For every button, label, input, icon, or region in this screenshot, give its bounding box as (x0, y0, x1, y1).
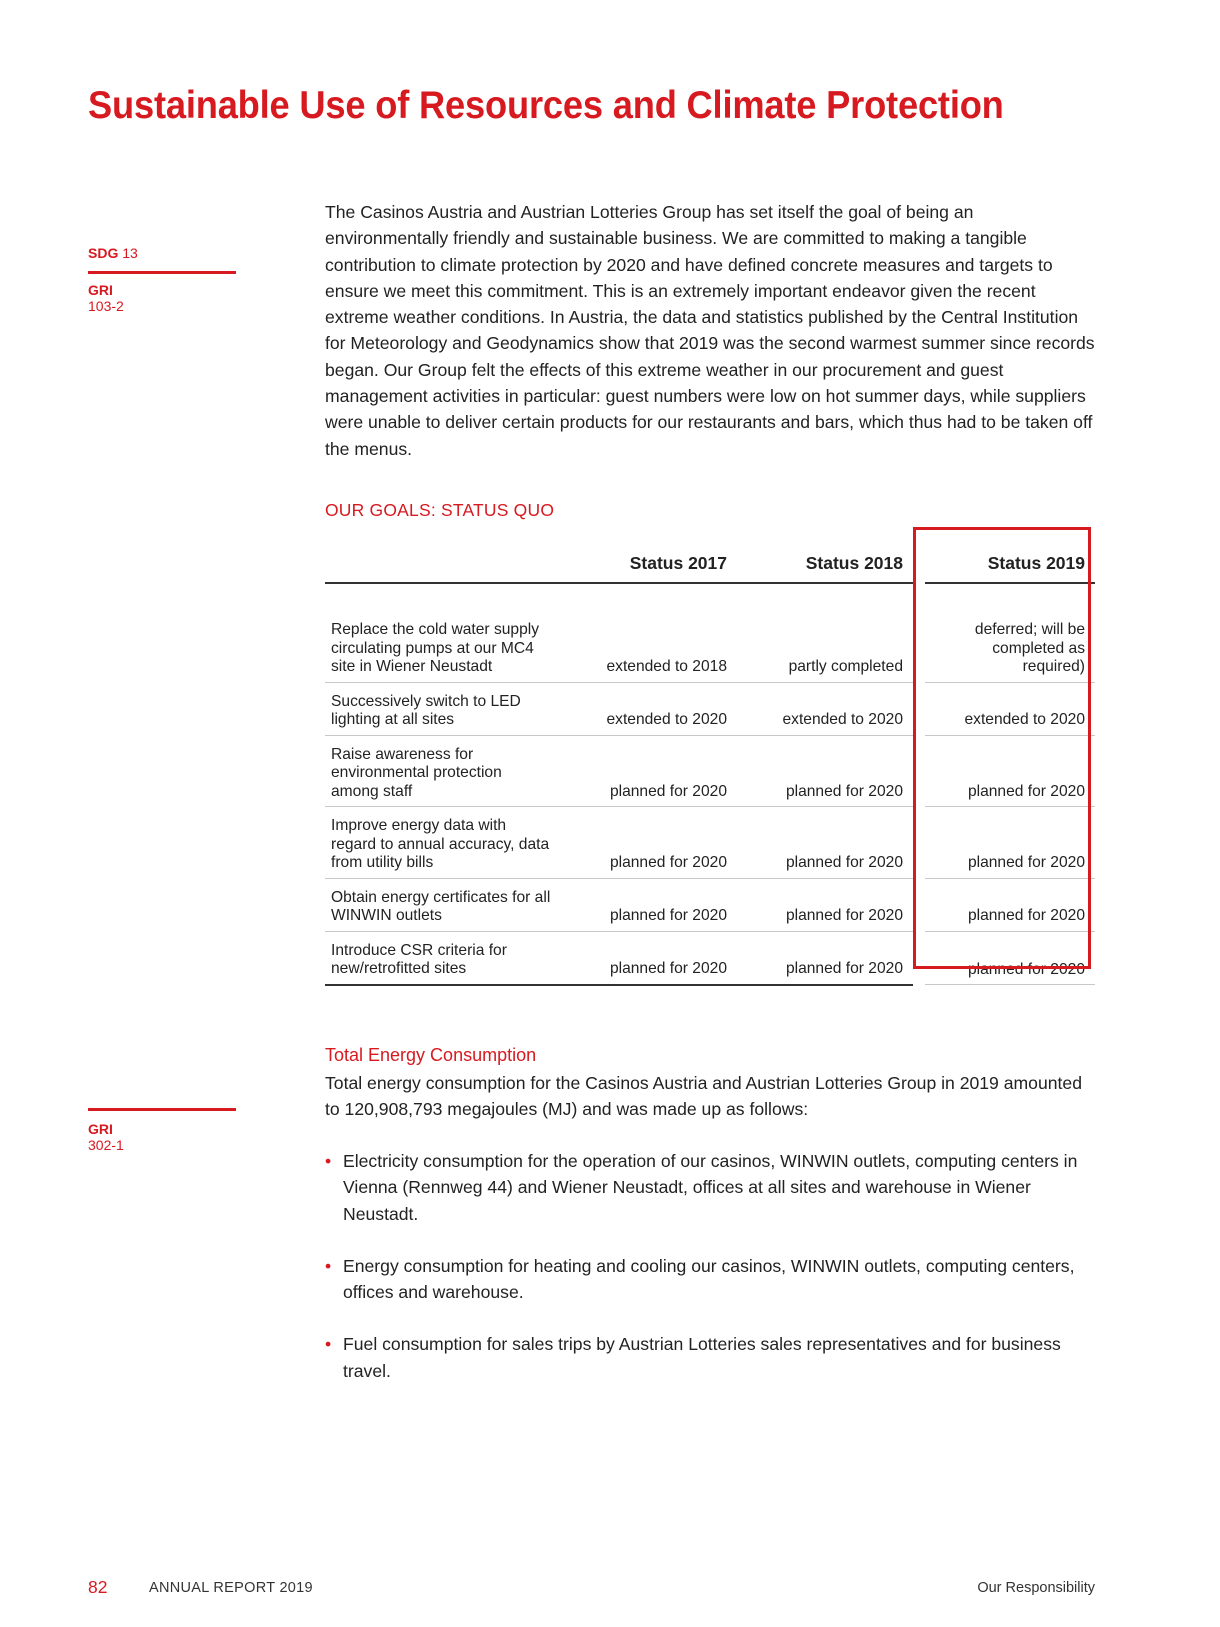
footer-section: Our Responsibility (977, 1580, 1095, 1596)
goal-cell: Successively switch to LED lighting at all sites (325, 682, 561, 735)
footer-report-title: ANNUAL REPORT 2019 (149, 1580, 313, 1596)
goal-cell: Improve energy data with regard to annual accuracy, data from utility bills (325, 807, 561, 879)
status-2018-cell: planned for 2020 (737, 878, 913, 931)
table-row (325, 878, 1095, 931)
header-status-2017: Status 2017 (561, 546, 737, 583)
status-2017-cell: planned for 2020 (561, 931, 737, 985)
bullet-icon: • (325, 1334, 332, 1355)
list-item: • Electricity consumption for the operation of our casinos, WINWIN outlets, computing centers in Vienna (Rennweg 44) and Wiener Neustadt, offices at all sites and warehouse in Wiener Neustadt. (325, 1148, 1095, 1227)
table-row (325, 583, 1095, 682)
gri-value: 103-2 (88, 298, 124, 314)
goal-cell: Replace the cold water supply circulating pumps at our MC4 site in Wiener Neustadt (325, 583, 561, 682)
goal-cell: Raise awareness for environmental protection among staff (325, 735, 561, 807)
sidebar-rule (88, 1108, 236, 1111)
goals-heading: OUR GOALS: STATUS QUO (325, 500, 555, 520)
goal-cell: Introduce CSR criteria for new/retrofitted sites (325, 931, 561, 985)
sidebar-sdg (88, 245, 236, 314)
header-status-2018: Status 2018 (737, 546, 913, 583)
status-2019-cell: planned for 2020 (925, 735, 1095, 807)
gri-value: 302-1 (88, 1137, 124, 1153)
goals-table (325, 546, 1095, 986)
bullet-icon: • (325, 1151, 332, 1171)
energy-bullet-list (325, 1148, 1095, 1410)
status-2017-cell: extended to 2018 (561, 583, 737, 682)
table-row (325, 735, 1095, 807)
table-row (325, 807, 1095, 879)
energy-heading: Total Energy Consumption (325, 1045, 537, 1065)
sdg-label: SDG (88, 245, 119, 261)
page-title: Sustainable Use of Resources and Climate Protection (88, 84, 1004, 127)
status-2019-cell: deferred; will be completed as required) (925, 583, 1095, 682)
energy-paragraph: Total energy consumption for the Casinos Austria and Austrian Lotteries Group in 2019 amounted to 120,908,793 megajoules (MJ) and was made up as follows: (325, 1073, 1082, 1120)
status-2019-cell: extended to 2020 (925, 682, 1095, 735)
bullet-icon: • (325, 1255, 332, 1276)
status-2017-cell: planned for 2020 (561, 735, 737, 807)
table-row (325, 931, 1095, 985)
sdg-value: 13 (122, 245, 138, 261)
status-2017-cell: extended to 2020 (561, 682, 737, 735)
status-2019-cell: planned for 2020 (925, 931, 1095, 985)
status-2018-cell: extended to 2020 (737, 682, 913, 735)
sidebar-gri-302 (88, 1108, 236, 1153)
status-2019-cell: planned for 2020 (925, 807, 1095, 879)
gri-label: GRI (88, 282, 113, 298)
table-row (325, 682, 1095, 735)
page-number: 82 (88, 1577, 108, 1597)
header-status-2019: Status 2019 (925, 546, 1095, 583)
gri-label: GRI (88, 1121, 113, 1137)
status-2018-cell: partly completed (737, 583, 913, 682)
goal-cell: Obtain energy certificates for all WINWIN outlets (325, 878, 561, 931)
status-2018-cell: planned for 2020 (737, 735, 913, 807)
goal-column-header (325, 546, 561, 583)
status-2018-cell: planned for 2020 (737, 931, 913, 985)
status-2017-cell: planned for 2020 (561, 878, 737, 931)
status-2019-cell: planned for 2020 (925, 878, 1095, 931)
status-2017-cell: planned for 2020 (561, 807, 737, 879)
intro-paragraph: The Casinos Austria and Austrian Lotteries Group has set itself the goal of being an environmentally friendly and sustainable business. We are committed to making a tangible contribution to climate protection by 2020 and have defined concrete measures and targets to ensure we meet this commitment. This is an extremely important endeavor given the recent extreme weather conditions. In Austria, the data and statistics published by the Central Institution for Meteorology and Geodynamics show that 2019 was the second warmest summer since records began. Our Group felt the effects of this extreme weather in our procurement and guest management activities in particular: guest numbers were low on hot summer days, while suppliers were unable to deliver certain products for our restaurants and bars, which thus had to be taken off the menus. (325, 202, 1095, 459)
list-item: • Fuel consumption for sales trips by Austrian Lotteries sales representatives and for business travel. (325, 1331, 1095, 1384)
list-item: • Energy consumption for heating and cooling our casinos, WINWIN outlets, computing centers, offices and warehouse. (325, 1253, 1095, 1306)
status-2018-cell: planned for 2020 (737, 807, 913, 879)
sidebar-rule (88, 271, 236, 274)
